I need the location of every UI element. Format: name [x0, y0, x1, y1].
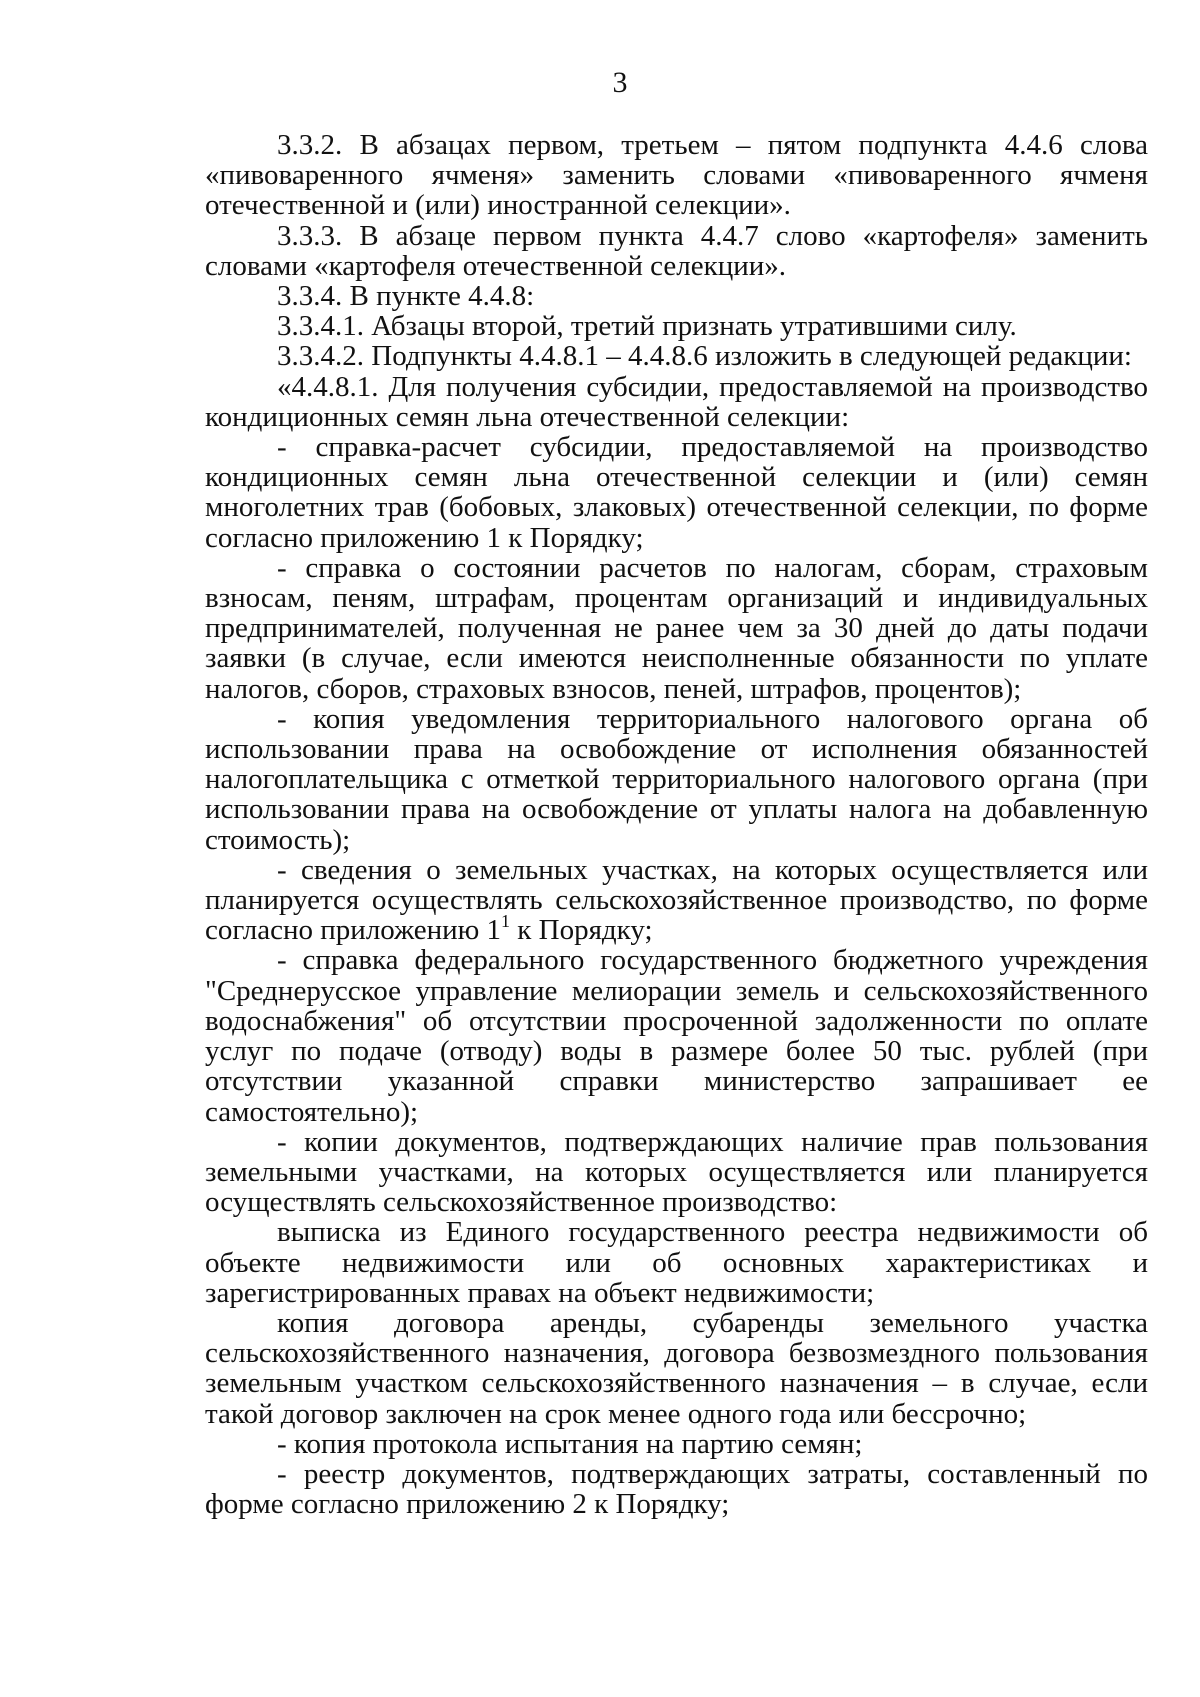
document-body — [205, 130, 1148, 1519]
list-item-lease-copy: копия договора аренды, субаренды земельного участка сельскохозяйственного назначения, договора безвозмездного пользования земельным участком сельскохозяйственного назначения – в случае, если такой договор заключен на срок менее одного года или бессрочно; — [205, 1306, 1148, 1430]
paragraph-3-3-4: 3.3.4. В пункте 4.4.8: — [277, 280, 535, 313]
list-item-test-protocol: - копия протокола испытания на партию семян; — [277, 1427, 863, 1460]
paragraph-3-3-4-1: 3.3.4.1. Абзацы второй, третий признать утратившими силу. — [277, 310, 1017, 343]
paragraph-3-3-2: 3.3.2. В абзацах первом, третьем – пятом подпункта 4.4.6 слова «пивоваренного ячменя» заменить словами «пивоваренного ячменя отечественной и (или) иностранной селекции». — [205, 129, 1148, 222]
land-info-tail: к Порядку; — [510, 914, 653, 947]
page-number: 3 — [612, 66, 628, 99]
list-item-registry-extract: выписка из Единого государственного реестра недвижимости об объекте недвижимости или об основных характеристиках и зарегистрированных правах на объект недвижимости; — [205, 1216, 1148, 1309]
paragraph-4-4-8-1: «4.4.8.1. Для получения субсидии, предоставляемой на производство кондиционных семян льна отечественной селекции: — [205, 370, 1148, 433]
list-item-water-debt: - справка федерального государственного бюджетного учреждения "Среднерусское управление мелиорации земель и сельскохозяйственного водоснабжения" об отсутствии просроченной задолженности по оплате услуг по подаче (отводу) воды в размере более 50 тыс. рублей (при отсутствии указанной справки министерство запрашивает ее самостоятельно); — [205, 944, 1148, 1128]
superscript: 1 — [501, 911, 511, 932]
list-item-cost-registry: - реестр документов, подтверждающих затраты, составленный по форме согласно приложению 2 к Порядку; — [205, 1457, 1148, 1521]
list-item-land-rights: - копии документов, подтверждающих наличие прав пользования земельными участками, на которых осуществляется или планируется осуществлять сельскохозяйственное производство: — [205, 1125, 1148, 1219]
list-item-tax-certificate: - справка о состоянии расчетов по налогам, сборам, страховым взносам, пеням, штрафам, процентам организаций и индивидуальных предпринимателей, полученная не ранее чем за 30 дней до даты подачи заявки (в случае, если имеются неисполненные обязанности по уплате налогов, сборов, страховых взносов, пеней, штрафов, процентов); — [205, 551, 1148, 705]
list-item-vat-notice: - копия уведомления территориального налогового органа об использовании права на освобождение от исполнения обязанностей налогоплательщика с отметкой территориального налогового органа (при использовании права на освобождение от уплаты налога на добавленную стоимость); — [205, 702, 1148, 856]
land-info-text: - сведения о земельных участках, на которых осуществляется или планируется осуществлять сельскохозяйственное производство, по форме согласно приложению 1 — [205, 853, 1148, 947]
list-item-calculation: - справка-расчет субсидии, предоставляемой на производство кондиционных семян льна отечественной селекции и (или) семян многолетних трав (бобовых, злаковых) отечественной селекции, по форме согласно приложению 1 к Порядку; — [205, 431, 1148, 554]
paragraph-3-3-3: 3.3.3. В абзаце первом пункта 4.4.7 слово «картофеля» заменить словами «картофеля отечественной селекции». — [205, 219, 1148, 282]
list-item-land-info — [205, 855, 1148, 946]
paragraph-3-3-4-2: 3.3.4.2. Подпункты 4.4.8.1 – 4.4.8.6 изложить в следующей редакции: — [277, 340, 1132, 373]
